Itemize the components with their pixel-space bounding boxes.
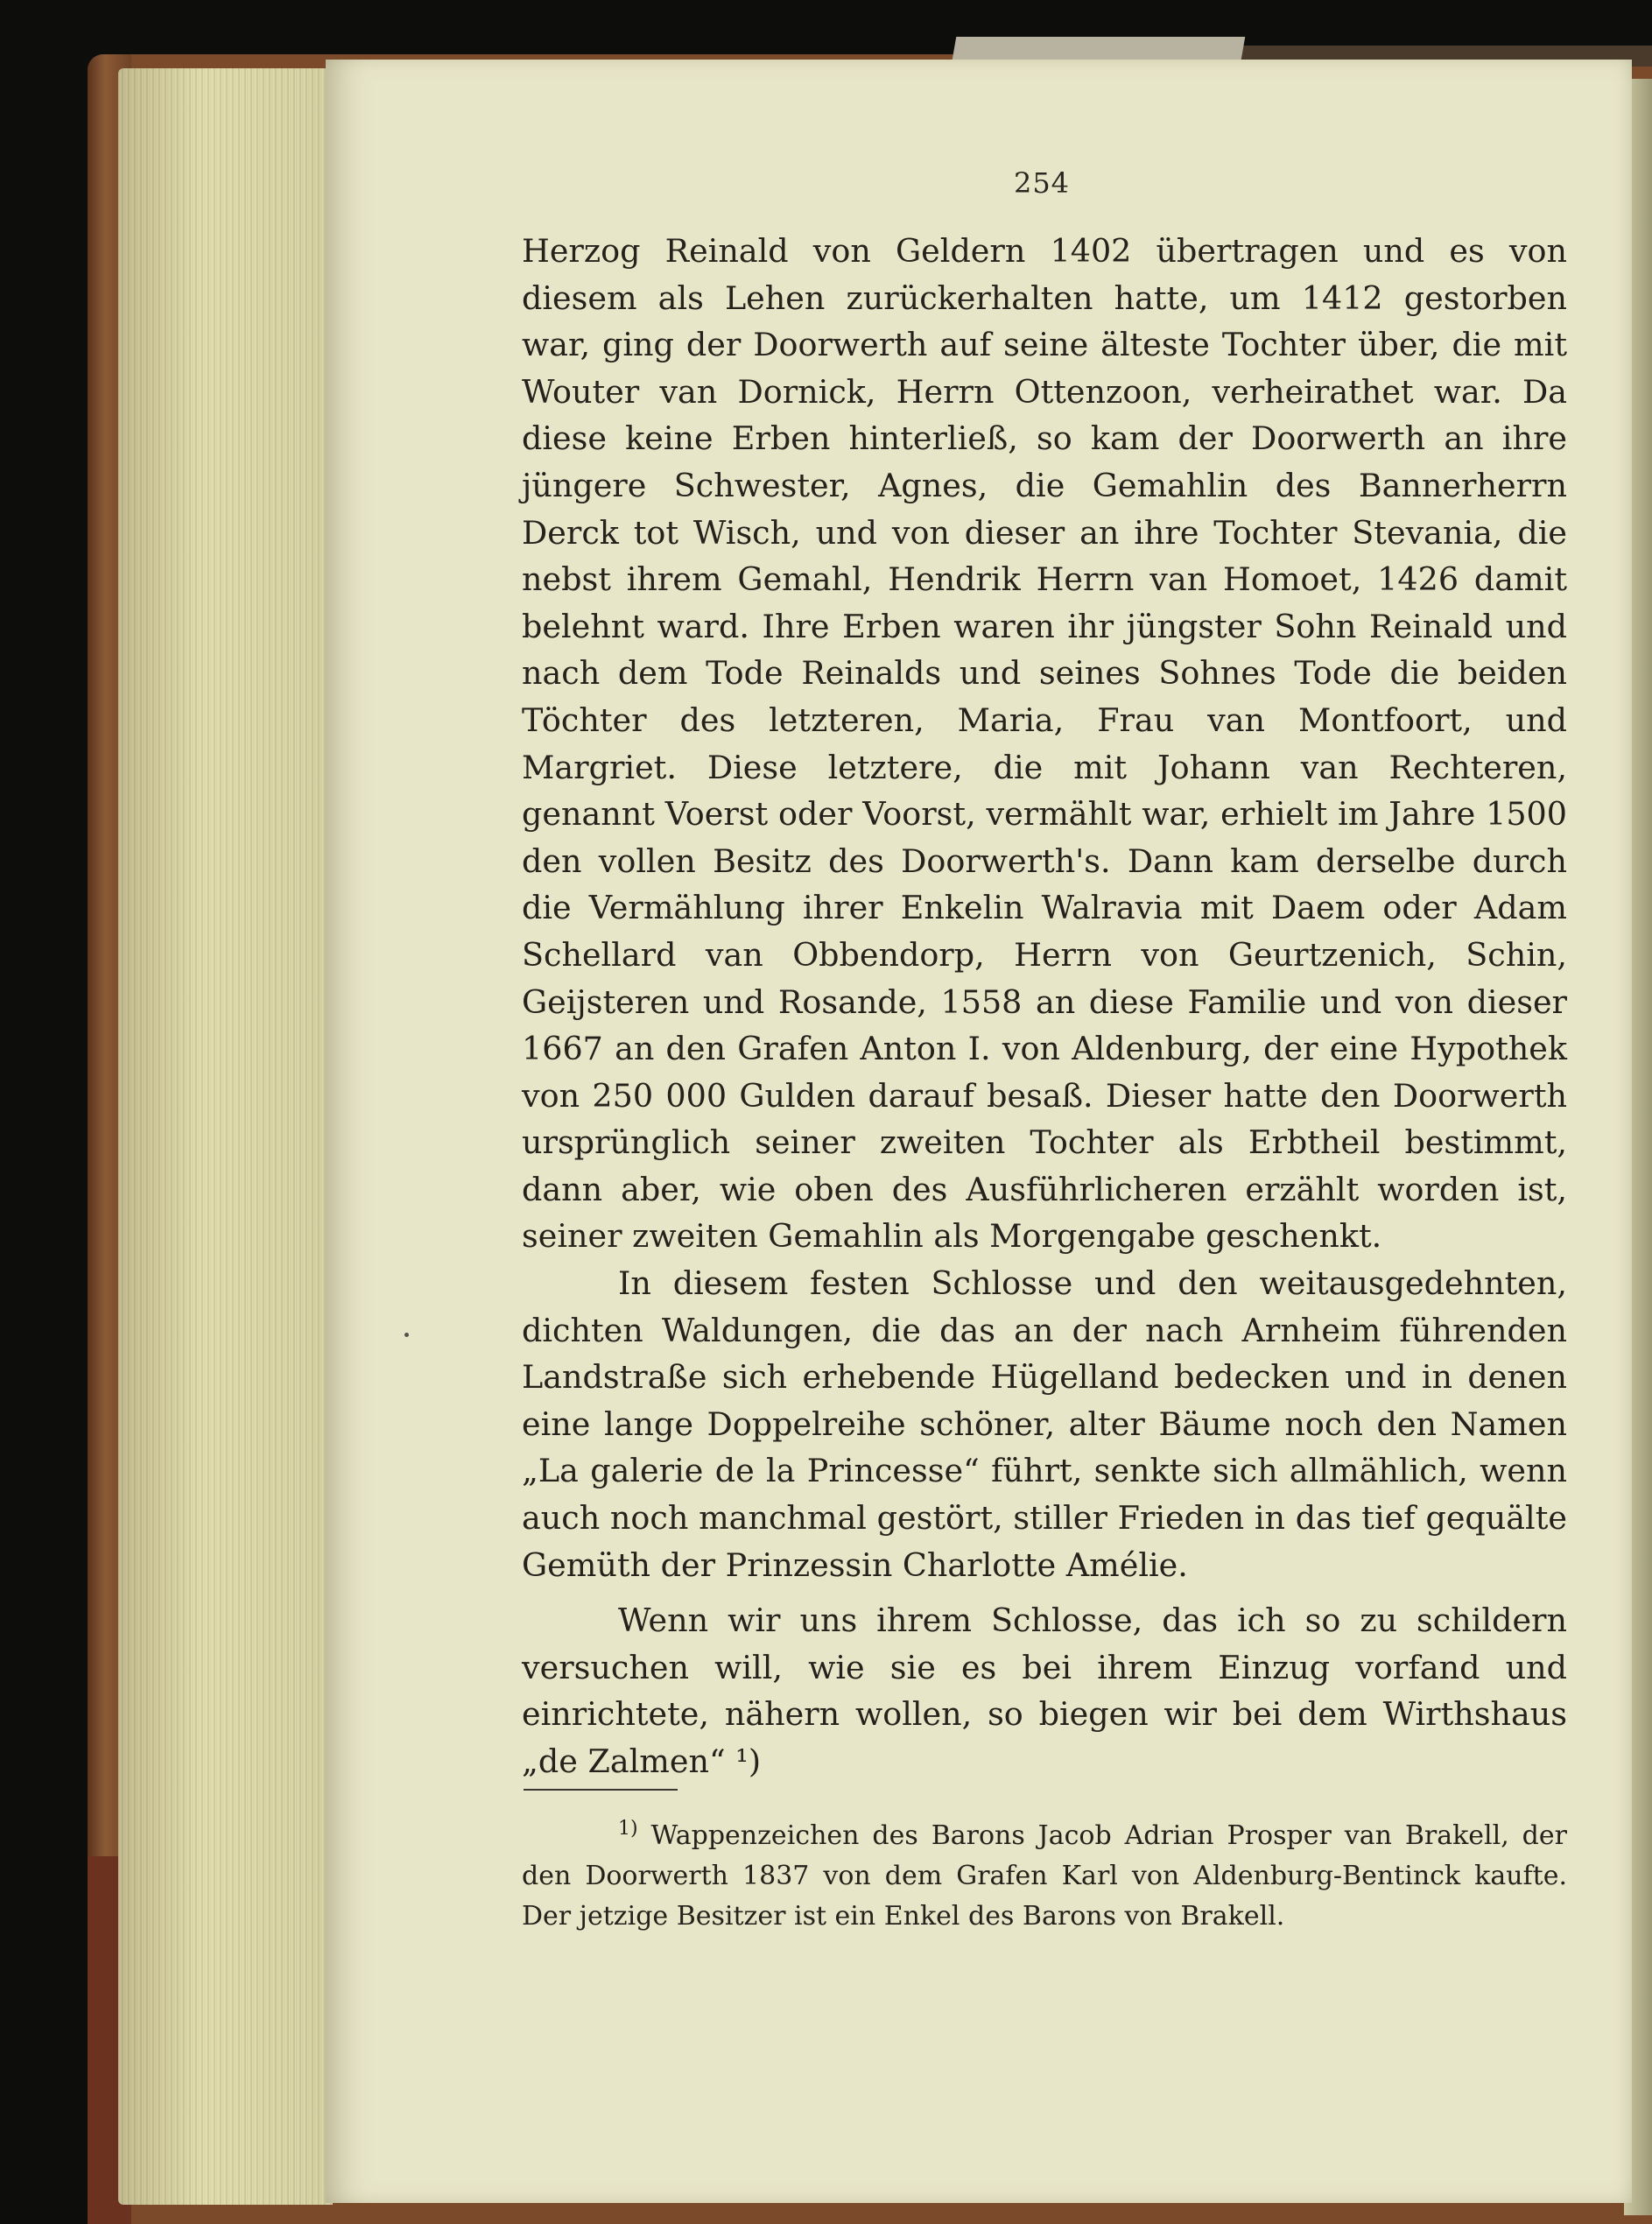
footnote-marker: 1) xyxy=(618,1818,638,1840)
page-number: 254 xyxy=(1013,166,1071,200)
torn-paper-fragment xyxy=(953,37,1246,60)
page-edges-shadow xyxy=(118,68,333,2205)
footnote-text: Wappenzeichen des Barons Jacob Adrian Prosper van Brakell, der den Doorwerth 1837 von dem Grafen Karl von Aldenburg-Bentinck kaufte. Der jetzige Besitzer ist ein Enkel des Barons von Brakell. xyxy=(522,1820,1567,1932)
paragraph-2: In diesem festen Schlosse und den weitausgedehnten, dichten Waldungen, die das an der nach Arnheim führenden Landstraße sich erhebende Hügelland bedecken und in denen eine lange Doppelreihe schöner, alter Bäume noch den Namen „La galerie de la Princesse“ führt, senkte sich allmählich, wenn auch noch manchmal gestört, stiller Frieden in das tief gequälte Gemüth der Prinzessin Charlotte Amélie. xyxy=(522,1264,1567,1584)
body-text xyxy=(522,228,1567,1785)
footnote-rule xyxy=(524,1789,678,1791)
footnote xyxy=(522,1816,1567,1937)
paragraph-3: Wenn wir uns ihrem Schlosse, das ich so zu schildern versuchen will, wie sie es bei ihrem Einzug vorfand und einrichtete, nähern wollen, so biegen wir bei dem Wirthshaus „de Zalmen“ ¹) xyxy=(522,1601,1567,1780)
paragraph-1: Herzog Reinald von Geldern 1402 übertragen und es von diesem als Lehen zurückerhalten hatte, um 1412 gestorben war, ging der Doorwerth auf seine älteste Tochter über, die mit Wouter van Dornick, Herrn Ottenzoon, verheirathet war. Da diese keine Erben hinterließ, so kam der Doorwerth an ihre jüngere Schwester, Agnes, die Gemahlin des Bannerherrn Derck tot Wisch, und von dieser an ihre Tochter Stevania, die nebst ihrem Gemahl, Hendrik Herrn van Homoet, 1426 damit belehnt ward. Ihre Erben waren ihr jüngster Sohn Reinald und nach dem Tode Reinalds und seines Sohnes Tode die beiden Töchter des letzteren, Maria, Frau van Montfoort, und Margriet. Diese letztere, die mit Johann van Rechteren, genannt Voerst oder Voorst, vermählt war, erhielt im Jahre 1500 den vollen Besitz des Doorwerth's. Dann kam derselbe durch die Vermählung ihrer Enkelin Walravia mit Daem oder Adam Schellard van Obbendorp, Herrn von Geurtzenich, Schin, Geijsteren und Rosande, 1558 an diese Familie und von dieser 1667 an den Grafen Anton I. von Aldenburg, der eine Hypothek von 250 000 Gulden darauf besaß. Dieser hatte den Doorwerth ursprünglich seiner zweiten Tochter als Erbtheil bestimmt, dann aber, wie oben des Ausführlicheren erzählt worden ist, seiner zweiten Gemahlin als Morgengabe geschenkt. xyxy=(522,232,1567,1256)
ink-speck xyxy=(404,1333,409,1337)
